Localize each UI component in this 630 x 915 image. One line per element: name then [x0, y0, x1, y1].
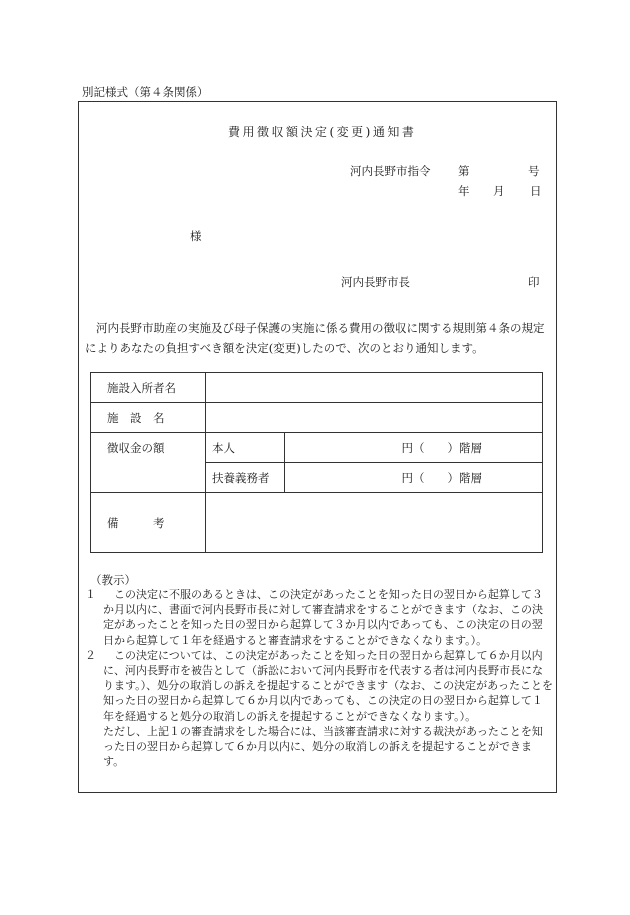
notice-body: 河内長野市助産の実施及び母子保護の実施に係る費用の徴収に関する規則第４条の規定によりあなたの負担すべき額を決定(変更)したので、次のとおり通知します。 [85, 321, 545, 355]
collection-amount-label: 徴収金の額 [91, 433, 206, 493]
document-title: 費用徴収額決定(変更)通知書 [228, 125, 417, 139]
addressee-suffix: 様 [190, 229, 202, 243]
info-table [90, 372, 543, 553]
mayor-title: 河内長野市長 [341, 275, 410, 289]
note-number: １ [85, 588, 96, 601]
remarks-label: 備 考 [91, 493, 206, 553]
issuer-reference: 河内長野市指令 [350, 164, 431, 178]
form-label: 別記様式（第４条関係） [82, 85, 209, 99]
date-year: 年 [458, 184, 470, 198]
table-row [91, 403, 543, 433]
note-text: この決定に不服のあるときは、この決定があったことを知った日の翌日から起算して３か月以内に、書面で河内長野市長に対して審査請求をすることができます（なお、この決定があったことを知った日の翌日から起算して３か月以内であっても、この決定の日の翌日から起算して１年を経過すると審査請求をすることができなくなります。）。 [103, 588, 543, 647]
notes-heading: （教示） [90, 573, 136, 587]
date-month: 月 [493, 184, 505, 198]
note-text: この決定については、この決定があったことを知った日の翌日から起算して６か月以内に、河内長野市を被告として（訴訟において河内長野市を代表する者は河内長野市長になります。）、処分の取消しの訴えを提起することができます（なお、この決定があったことを知った日の翌日から起算して６か月以内であっても、この決定の日の翌日から起算して１年を経過すると処分の取消しの訴えを提起することができなくなります。）。 [103, 648, 554, 723]
note-continuation: ただし、上記１の審査請求をした場合には、当該審査請求に対する裁決があったことを知った日の翌日から起算して６か月以内に、処分の取消しの訴えを提起することができます。 [103, 724, 543, 769]
reference-dai: 第 [458, 164, 470, 178]
table-row [91, 493, 543, 553]
table-row [91, 373, 543, 403]
notes-list [85, 587, 553, 769]
payer-self-label: 本人 [206, 433, 285, 463]
note-number: ２ [85, 648, 96, 662]
reference-go: 号 [528, 164, 540, 178]
remarks-value [206, 493, 543, 553]
date-day: 日 [530, 184, 542, 198]
payer-guardian-amount: 円（ ）階層 [285, 463, 543, 493]
note-item-1 [85, 587, 553, 648]
facility-name-label: 施 設 名 [91, 403, 206, 433]
facility-resident-label: 施設入所者名 [91, 373, 206, 403]
facility-name-value [206, 403, 543, 433]
table-row [91, 433, 543, 463]
facility-resident-value [206, 373, 543, 403]
payer-self-amount: 円（ ）階層 [285, 433, 543, 463]
payer-guardian-label: 扶養義務者 [206, 463, 285, 493]
seal-mark: 印 [528, 275, 540, 289]
note-item-2 [85, 648, 553, 724]
